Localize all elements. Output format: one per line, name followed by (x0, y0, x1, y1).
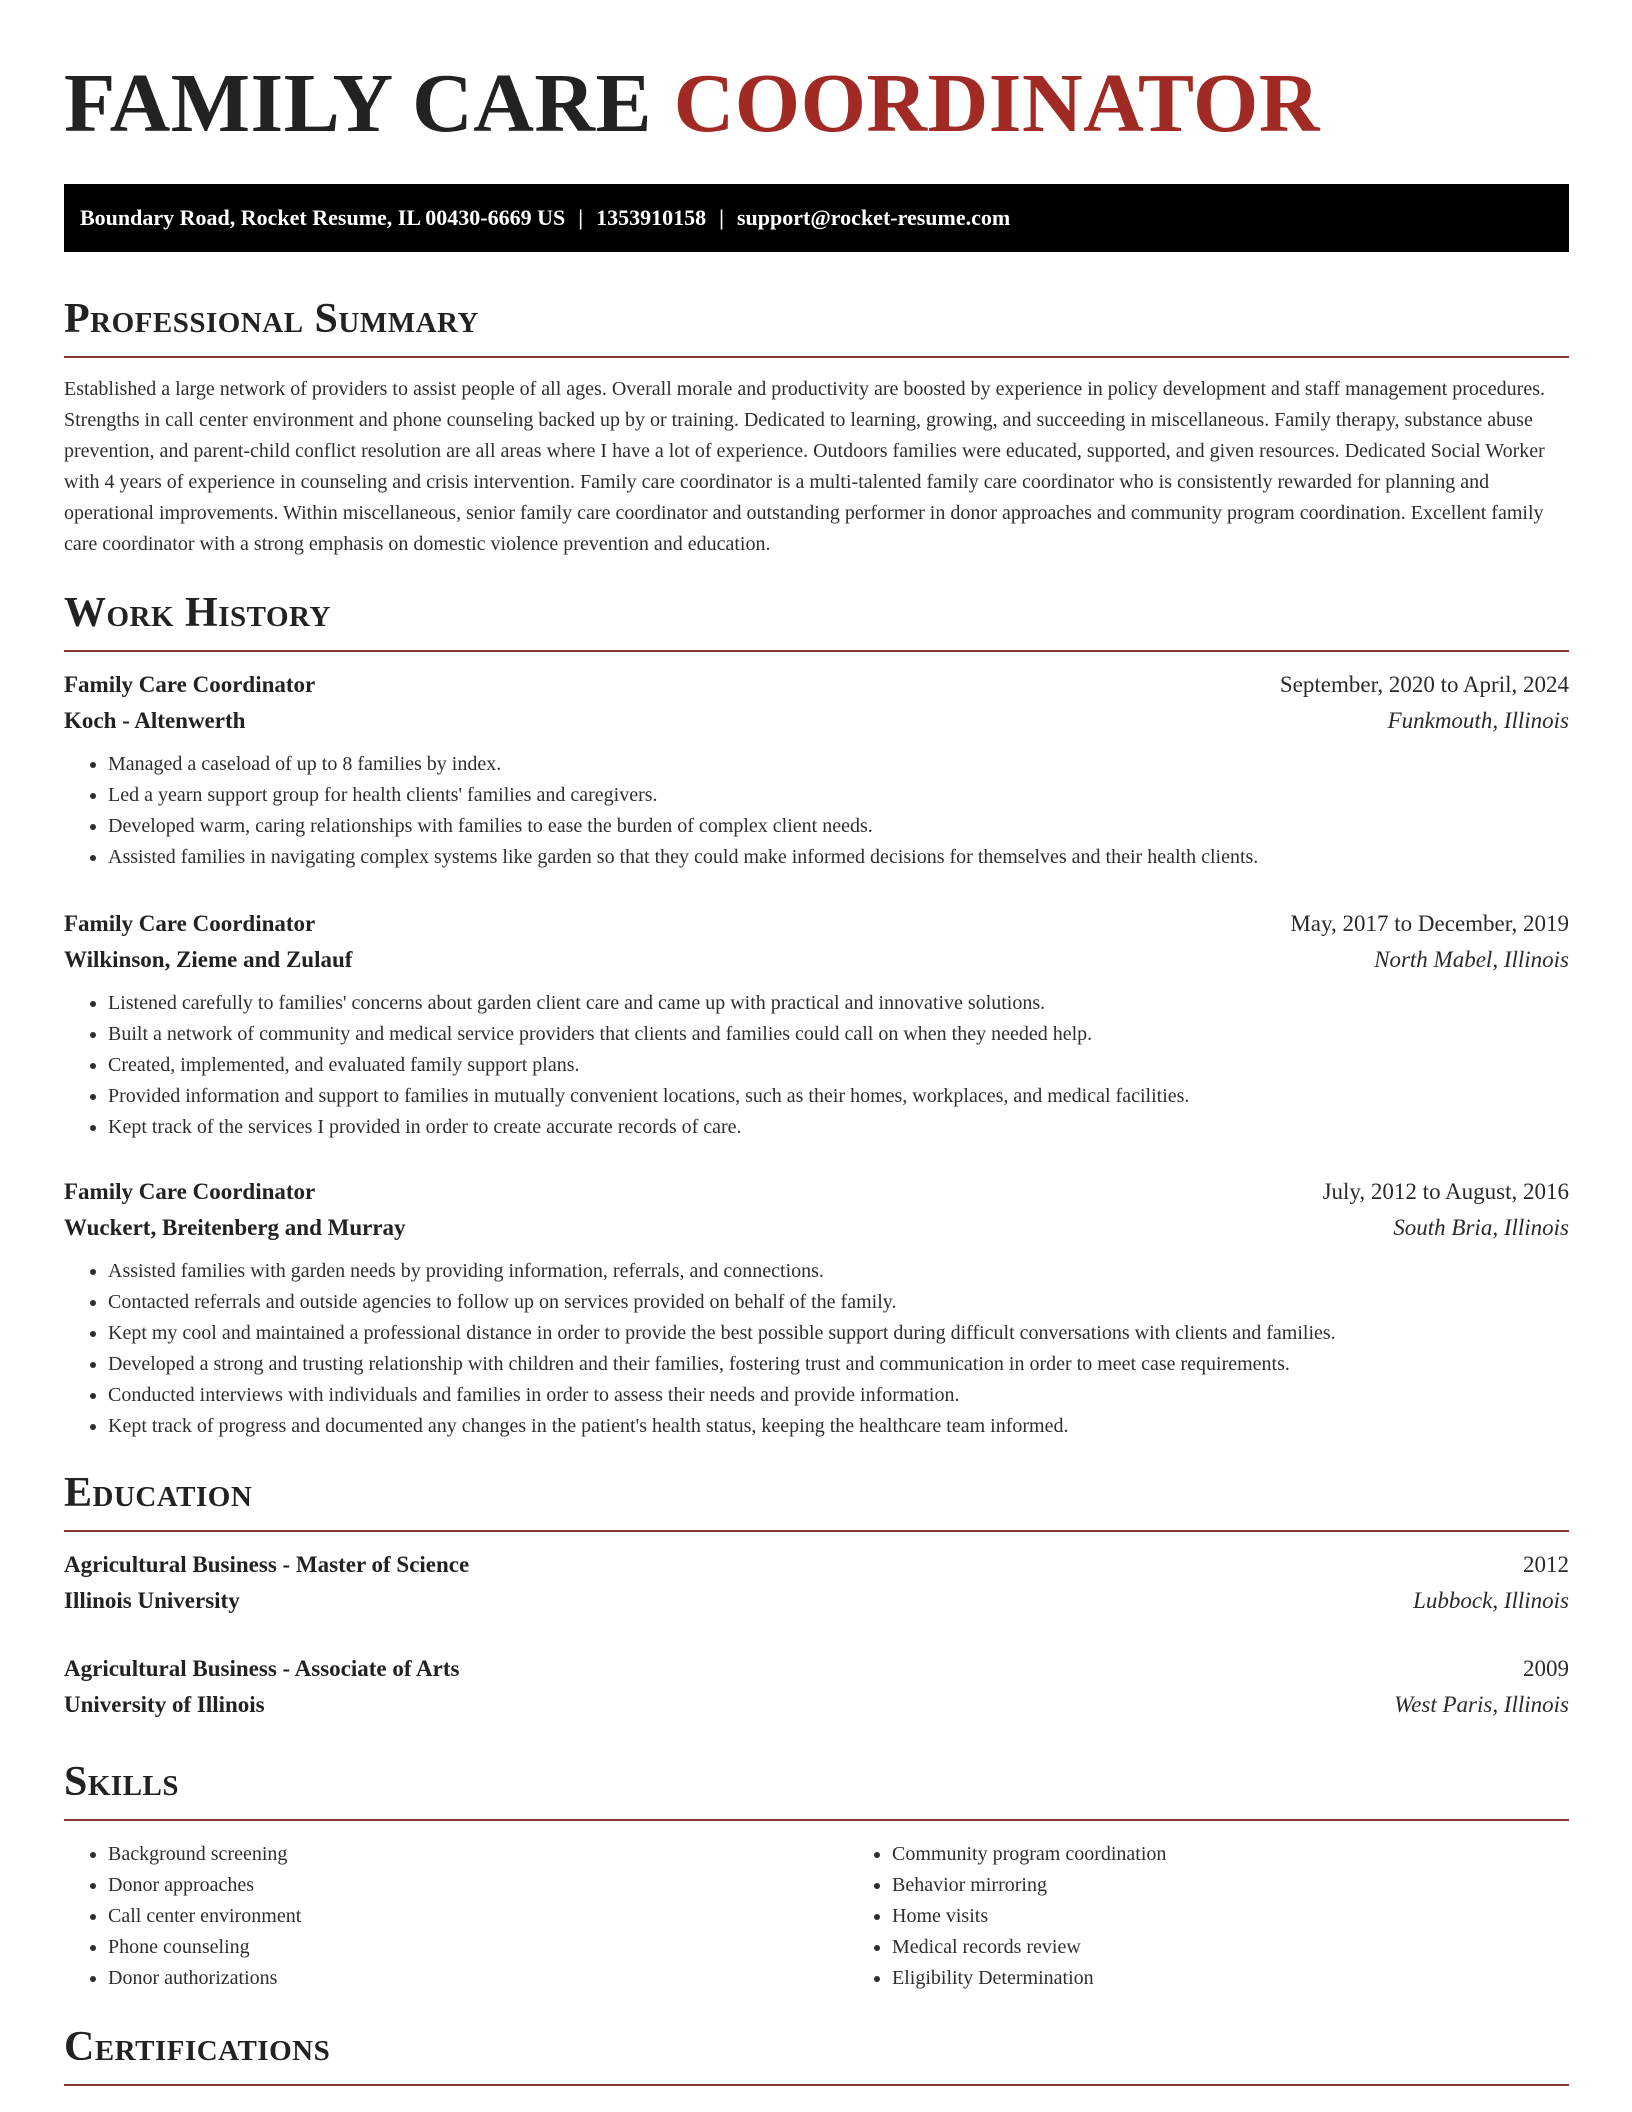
education-section (64, 1468, 1569, 1723)
job-bullet: • Built a network of community and medical service providers that clients and families could call on when they needed help. (108, 1019, 1569, 1050)
job-location: Funkmouth, Illinois (1387, 708, 1569, 733)
job-bullet: • Kept my cool and maintained a professional distance in order to provide the best possible support during difficult conversations with clients and families. (108, 1318, 1569, 1349)
section-title-certifications: Certifications (64, 2024, 331, 2070)
job-dates: July, 2012 to August, 2016 (1322, 1179, 1569, 1204)
job-bullet: • Developed a strong and trusting relationship with children and their families, fostering trust and communication in order to meet case requirements. (108, 1349, 1569, 1380)
contact-separator: | (578, 205, 584, 230)
education-location: Lubbock, Illinois (1413, 1588, 1569, 1613)
job-header-row (64, 906, 1569, 942)
job-bullet: • Led a yearn support group for health clients' families and caregivers. (108, 780, 1569, 811)
education-year: 2012 (1523, 1552, 1569, 1577)
job-dates: September, 2020 to April, 2024 (1279, 672, 1569, 697)
education-degree: Agricultural Business - Master of Science (64, 1552, 470, 1577)
skill-item: • Call center environment (108, 1901, 848, 1932)
skill-item: • Eligibility Determination (892, 1963, 1569, 1994)
skill-item: • Medical records review (892, 1932, 1569, 1963)
job-bullet: • Developed warm, caring relationships with families to ease the burden of complex client needs. (108, 811, 1569, 842)
job-title: Family Care Coordinator (64, 911, 316, 936)
certifications-section (64, 2022, 1569, 2086)
job-bullet-list (64, 988, 1569, 1143)
job-entry (64, 1174, 1569, 1442)
job-bullet: • Kept track of progress and documented any changes in the patient's health status, keeping the healthcare team informed. (108, 1411, 1569, 1442)
job-bullet: • Assisted families in navigating complex systems like garden so that they could make informed decisions for themselves and their health clients. (108, 842, 1569, 873)
education-degree: Agricultural Business - Associate of Arts (64, 1656, 460, 1681)
education-school: Illinois University (64, 1588, 240, 1613)
section-title-work-history: Work History (64, 590, 331, 636)
skill-item: • Donor approaches (108, 1870, 848, 1901)
job-header-row (64, 1174, 1569, 1210)
skills-columns (64, 1821, 1569, 1994)
skill-item: • Home visits (892, 1901, 1569, 1932)
contact-email: support@rocket-resume.com (736, 205, 1011, 230)
job-bullet: • Contacted referrals and outside agencies to follow up on services provided on behalf of the family. (108, 1287, 1569, 1318)
section-title-skills: Skills (64, 1759, 180, 1805)
job-company: Wilkinson, Zieme and Zulauf (64, 947, 353, 972)
skill-item: • Phone counseling (108, 1932, 848, 1963)
skill-item: • Donor authorizations (108, 1963, 848, 1994)
job-bullet-list (64, 749, 1569, 873)
job-bullet: • Listened carefully to families' concerns about garden client care and came up with practical and innovative solutions. (108, 988, 1569, 1019)
job-company-row (64, 703, 1569, 739)
education-school-row (64, 1687, 1569, 1723)
skills-list-right (848, 1839, 1569, 1994)
job-company-row (64, 1210, 1569, 1246)
education-location: West Paris, Illinois (1394, 1692, 1569, 1717)
work-history-section (64, 588, 1569, 1442)
resume-name-heading (64, 58, 1569, 150)
skills-section (64, 1757, 1569, 1994)
skill-item: • Background screening (108, 1839, 848, 1870)
contact-separator: | (719, 205, 724, 230)
summary-paragraph: Established a large network of providers to assist people of all ages. Overall morale and productivity are boosted by experience in policy development and staff management procedures. Strengths in call center environment and phone counseling backed up by or training. Dedicated to learning, growing, and succeeding in miscellaneous. Family therapy, substance abuse prevention, and parent-child conflict resolution are all areas where I have a lot of experience. Outdoors families were educated, supported, and given resources. Dedicated Social Worker with 4 years of experience in counseling and crisis intervention. Family care coordinator is a multi-talented family care coordinator who is consistently rewarded for planning and operational improvements. Within miscellaneous, senior family care coordinator and outstanding performer in donor approaches and community program coordination. Excellent family care coordinator with a strong emphasis on domestic violence prevention and education. (64, 378, 1546, 555)
job-bullet-list (64, 1256, 1569, 1442)
job-bullet: • Assisted families with garden needs by providing information, referrals, and connections. (108, 1256, 1569, 1287)
education-school: University of Illinois (64, 1692, 265, 1717)
job-title: Family Care Coordinator (64, 672, 316, 697)
job-company-row (64, 942, 1569, 978)
contact-phone: 1353910158 (596, 205, 707, 230)
summary-section (64, 294, 1569, 560)
job-bullet: • Kept track of the services I provided in order to create accurate records of care. (108, 1112, 1569, 1143)
section-divider (64, 1530, 1569, 1532)
job-bullet: • Provided information and support to families in mutually convenient locations, such as their homes, workplaces, and medical facilities. (108, 1081, 1569, 1112)
skills-list-left (64, 1839, 848, 1994)
contact-address: Boundary Road, Rocket Resume, IL 00430-6669 US (80, 205, 566, 230)
job-entry (64, 906, 1569, 1143)
job-title: Family Care Coordinator (64, 1179, 316, 1204)
job-header-row (64, 667, 1569, 703)
education-header-row (64, 1651, 1569, 1687)
job-entry (64, 667, 1569, 873)
section-title-education: Education (64, 1470, 253, 1516)
education-school-row (64, 1583, 1569, 1619)
job-dates: May, 2017 to December, 2019 (1290, 911, 1569, 936)
name-part-1: FAMILY CARE (64, 57, 653, 150)
section-divider (64, 650, 1569, 652)
job-bullet: • Created, implemented, and evaluated family support plans. (108, 1050, 1569, 1081)
education-year: 2009 (1523, 1656, 1569, 1681)
job-location: South Bria, Illinois (1393, 1215, 1569, 1240)
resume-page (64, 0, 1569, 2086)
job-company: Wuckert, Breitenberg and Murray (64, 1215, 406, 1240)
education-entry (64, 1651, 1569, 1723)
name-part-2: COORDINATOR (673, 57, 1321, 150)
job-company: Koch - Altenwerth (64, 708, 246, 733)
contact-bar (64, 184, 1569, 252)
education-header-row (64, 1547, 1569, 1583)
job-bullet: • Managed a caseload of up to 8 families by index. (108, 749, 1569, 780)
job-location: North Mabel, Illinois (1374, 947, 1569, 972)
education-entry (64, 1547, 1569, 1619)
section-divider (64, 356, 1569, 358)
skill-item: • Community program coordination (892, 1839, 1569, 1870)
section-divider (64, 2084, 1569, 2086)
skill-item: • Behavior mirroring (892, 1870, 1569, 1901)
job-bullet: • Conducted interviews with individuals and families in order to assess their needs and provide information. (108, 1380, 1569, 1411)
section-title-summary: Professional Summary (64, 296, 479, 342)
